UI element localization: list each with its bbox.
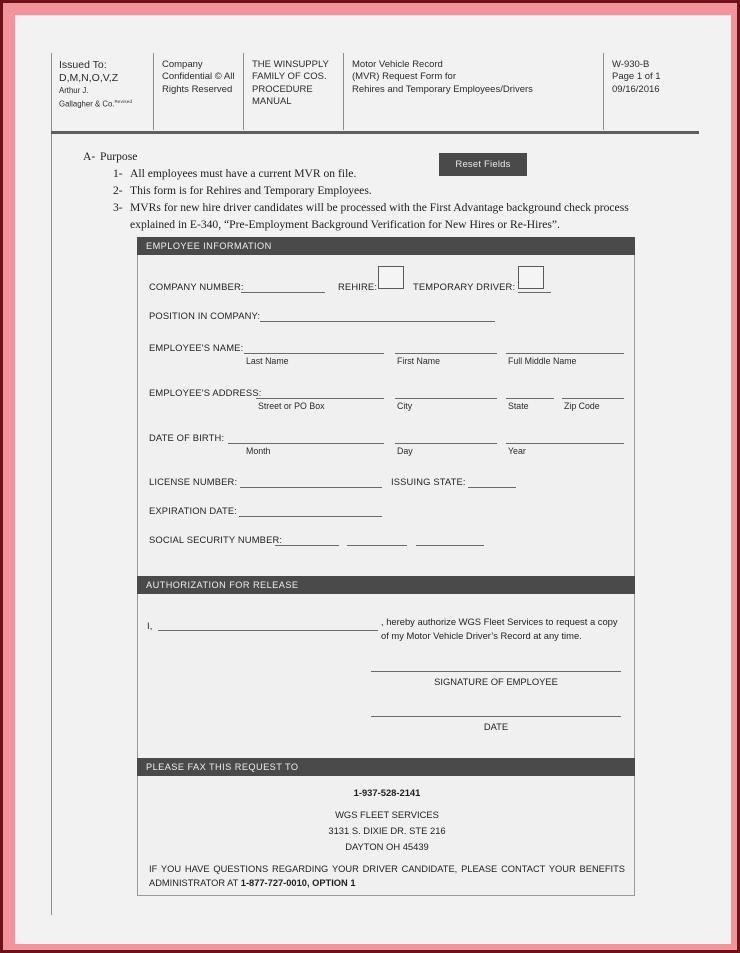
signature-input-rule[interactable] bbox=[371, 671, 621, 672]
dob-day-input-rule[interactable] bbox=[395, 443, 497, 444]
fax-note bbox=[149, 862, 625, 890]
header-bottom-rule bbox=[51, 131, 699, 134]
fax-address: 3131 S. DIXIE DR. STE 216 bbox=[328, 825, 446, 836]
fax-note-phone: 1-877-727-0010, OPTION 1 bbox=[240, 878, 356, 888]
fax-number: 1-937-528-2141 bbox=[353, 787, 421, 798]
fax-city-state-zip: DAYTON OH 45439 bbox=[345, 841, 429, 852]
confidential-line-2: Confidential © All bbox=[162, 71, 235, 83]
license-number-label: LICENSE NUMBER: bbox=[149, 476, 238, 487]
first-name-input-rule[interactable] bbox=[395, 353, 497, 354]
last-name-sublabel: Last Name bbox=[246, 356, 289, 366]
manual-line-4: MANUAL bbox=[252, 96, 292, 108]
dob-year-sublabel: Year bbox=[508, 446, 526, 456]
first-name-sublabel: First Name bbox=[397, 356, 441, 366]
street-sublabel: Street or PO Box bbox=[258, 401, 325, 411]
middle-name-input-rule[interactable] bbox=[506, 353, 624, 354]
ssn-part-3-rule[interactable] bbox=[416, 545, 484, 546]
page-frame-inner bbox=[3, 3, 737, 950]
confidential-line-3: Rights Reserved bbox=[162, 83, 233, 95]
fax-band: PLEASE FAX THIS REQUEST TO bbox=[137, 758, 635, 776]
expiration-date-label: EXPIRATION DATE: bbox=[149, 505, 237, 516]
city-sublabel: City bbox=[397, 401, 413, 411]
authorization-i-label: I, bbox=[147, 620, 153, 631]
purpose-item-2-marker: 2- bbox=[113, 184, 123, 198]
purpose-item-2-text: This form is for Rehires and Temporary Employees. bbox=[130, 184, 372, 198]
issuing-state-input-rule[interactable] bbox=[468, 487, 516, 488]
issuer-line-1: Arthur J. bbox=[59, 86, 89, 95]
zip-sublabel: Zip Code bbox=[564, 401, 600, 411]
issued-to-label: Issued To: bbox=[59, 59, 107, 71]
manual-line-3: PROCEDURE bbox=[252, 83, 313, 95]
fax-company: WGS FLEET SERVICES bbox=[335, 809, 439, 820]
authorization-statement-line-1: , hereby authorize WGS Fleet Services to request a copy bbox=[381, 616, 618, 627]
issuer-name: Gallagher & Co. bbox=[59, 99, 115, 109]
issued-to-value: D,M,N,O,V,Z bbox=[59, 72, 119, 84]
employee-information-band: EMPLOYEE INFORMATION bbox=[137, 237, 635, 255]
confidential-line-1: Company bbox=[162, 59, 203, 70]
expiration-date-input-rule[interactable] bbox=[239, 516, 382, 517]
reset-fields-button[interactable]: Reset Fields bbox=[439, 153, 527, 176]
purpose-item-1 bbox=[113, 167, 695, 182]
purpose-item-2 bbox=[113, 184, 695, 199]
issuing-state-label: ISSUING STATE: bbox=[391, 476, 466, 487]
ssn-part-2-rule[interactable] bbox=[347, 545, 407, 546]
purpose-item-1-marker: 1- bbox=[113, 167, 123, 181]
document-header-table bbox=[51, 53, 699, 130]
rehire-checkbox[interactable] bbox=[378, 266, 404, 289]
street-input-rule[interactable] bbox=[256, 398, 384, 399]
manual-line-2: FAMILY OF COS. bbox=[252, 71, 327, 83]
employee-address-label: EMPLOYEE'S ADDRESS: bbox=[149, 387, 262, 398]
purpose-item-3-continuation: explained in E-340, “Pre-Employment Background Verification for New Hires or Re-Hires”. bbox=[130, 218, 560, 232]
ssn-label: SOCIAL SECURITY NUMBER: bbox=[149, 534, 283, 545]
rehire-label: REHIRE: bbox=[338, 281, 378, 292]
company-number-label: COMPANY NUMBER: bbox=[149, 281, 244, 292]
temporary-driver-rule bbox=[518, 292, 551, 293]
form-code: W-930-B bbox=[612, 59, 650, 70]
state-input-rule[interactable] bbox=[506, 398, 554, 399]
authorization-statement-line-2: of my Motor Vehicle Driver’s Record at any time. bbox=[381, 630, 582, 641]
authorization-band: AUTHORIZATION FOR RELEASE bbox=[137, 576, 635, 594]
dob-month-input-rule[interactable] bbox=[228, 443, 384, 444]
header-cell-confidential bbox=[153, 53, 243, 130]
form-title-line-2: (MVR) Request Form for bbox=[352, 71, 456, 83]
purpose-item-3-marker: 3- bbox=[113, 201, 123, 215]
date-input-rule[interactable] bbox=[371, 716, 621, 717]
purpose-section-marker: A- bbox=[83, 150, 96, 163]
employee-name-label: EMPLOYEE'S NAME: bbox=[149, 342, 244, 353]
last-name-input-rule[interactable] bbox=[244, 353, 384, 354]
purpose-item-1-text: All employees must have a current MVR on file. bbox=[130, 167, 357, 181]
header-cell-form-title bbox=[343, 53, 603, 130]
signature-label: SIGNATURE OF EMPLOYEE bbox=[434, 676, 558, 687]
temporary-driver-checkbox[interactable] bbox=[518, 266, 544, 289]
company-number-input-rule bbox=[241, 292, 325, 293]
dob-year-input-rule[interactable] bbox=[506, 443, 624, 444]
state-sublabel: State bbox=[508, 401, 529, 411]
purpose-item-3 bbox=[113, 201, 695, 216]
purpose-item-3-text: MVRs for new hire driver candidates will be processed with the First Advantage background check process bbox=[130, 201, 629, 215]
position-label: POSITION IN COMPANY: bbox=[149, 310, 261, 321]
left-margin-rule bbox=[51, 53, 52, 915]
middle-name-sublabel: Full Middle Name bbox=[508, 356, 577, 366]
header-row bbox=[51, 53, 699, 130]
license-number-input-rule[interactable] bbox=[240, 487, 382, 488]
date-label: DATE bbox=[483, 721, 509, 732]
city-input-rule[interactable] bbox=[395, 398, 497, 399]
authorization-statement bbox=[381, 615, 631, 643]
purpose-heading bbox=[83, 150, 695, 165]
purpose-section bbox=[83, 150, 695, 233]
temporary-driver-label: TEMPORARY DRIVER: bbox=[413, 281, 516, 292]
dob-month-sublabel: Month bbox=[246, 446, 271, 456]
issuer-mark: Revised bbox=[114, 98, 133, 104]
dob-day-sublabel: Day bbox=[397, 446, 413, 456]
form-title-line-3: Rehires and Temporary Employees/Drivers bbox=[352, 83, 533, 95]
revision-date: 09/16/2016 bbox=[612, 83, 660, 95]
form-title-line-1: Motor Vehicle Record bbox=[352, 59, 443, 70]
ssn-part-1-rule[interactable] bbox=[275, 545, 339, 546]
position-input-rule[interactable] bbox=[260, 321, 495, 322]
document-page bbox=[15, 15, 731, 944]
authorization-name-input-rule[interactable] bbox=[158, 630, 378, 631]
zip-input-rule[interactable] bbox=[562, 398, 624, 399]
date-of-birth-label: DATE OF BIRTH: bbox=[149, 432, 225, 443]
manual-line-1: THE WINSUPPLY bbox=[252, 59, 329, 70]
purpose-section-title: Purpose bbox=[100, 150, 138, 163]
header-cell-form-code bbox=[603, 53, 699, 130]
header-cell-issued-to bbox=[51, 53, 153, 130]
page-number: Page 1 of 1 bbox=[612, 71, 661, 83]
header-cell-manual bbox=[243, 53, 343, 130]
fax-note-text: IF YOU HAVE QUESTIONS REGARDING YOUR DRIVER CANDIDATE, PLEASE CONTACT YOUR BENEFITS ADMINISTRATOR AT bbox=[149, 864, 625, 888]
mvr-form-box bbox=[137, 237, 635, 896]
issuer-line-2 bbox=[59, 97, 153, 109]
